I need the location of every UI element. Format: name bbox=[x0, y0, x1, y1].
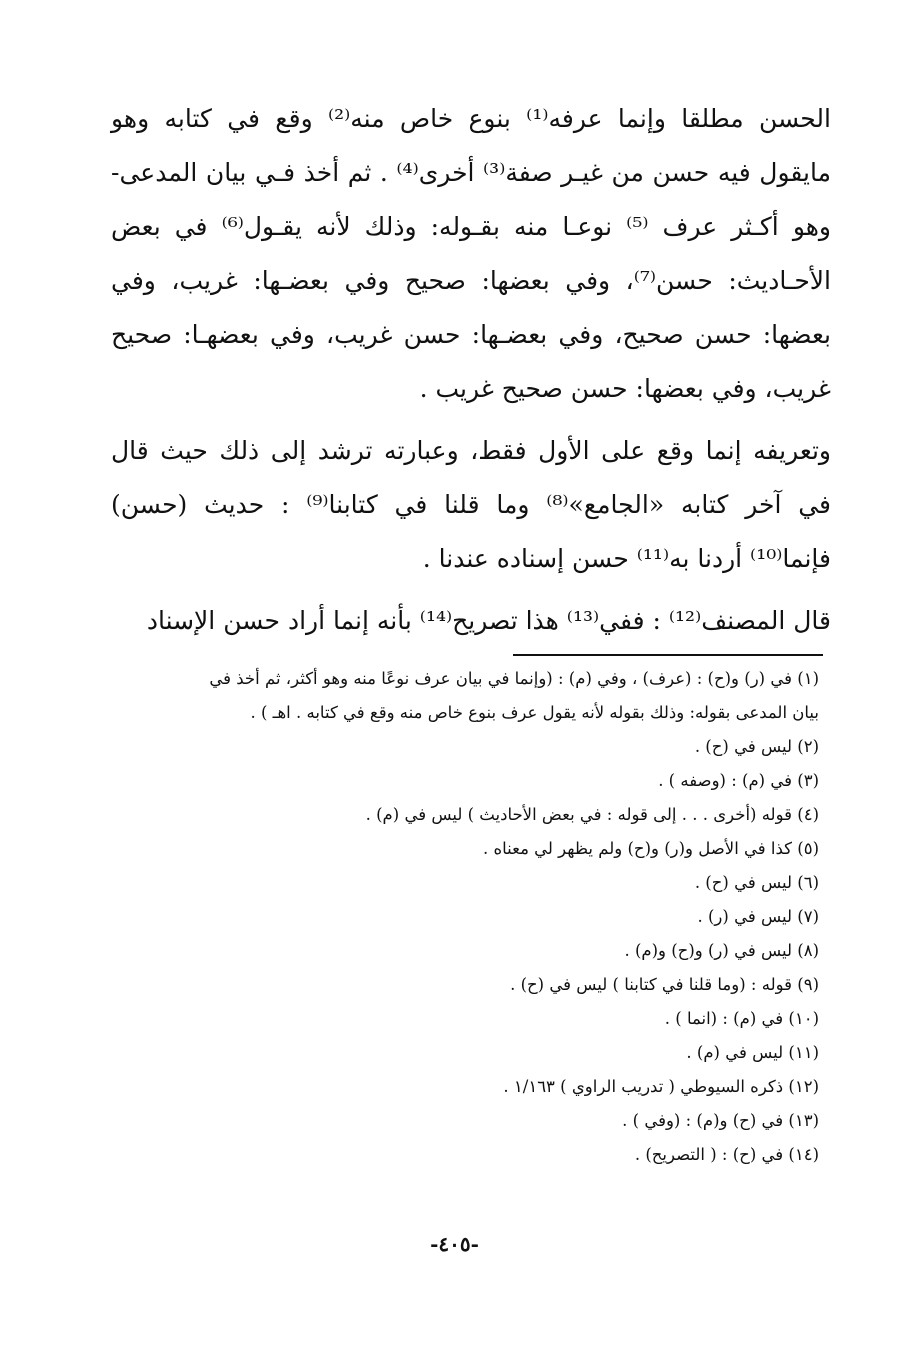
footnote-3: (٣) في (م) : (وصفه ) . bbox=[658, 771, 819, 790]
footnote-8: (٨) ليس في (ر) و(ح) و(م) . bbox=[624, 941, 819, 960]
footnote-2: (٢) ليس في (ح) . bbox=[694, 737, 819, 756]
footnote-5: (٥) كذا في الأصل و(ر) و(ح) ولم يظهر لي معناه . bbox=[482, 839, 819, 858]
paragraph-2: وتعريفه إنما وقع على الأول فقط، وعبارته ترشد إلى ذلك حيث قال في آخر كتابه «الجامع»⁽⁸⁾ وما قلنا في كتابنا⁽⁹⁾ : حديث (حسن) فإنما⁽¹⁰⁾ أردنا به⁽¹¹⁾ حسن إسناده عندنا . bbox=[111, 436, 831, 573]
footnote-9: (٩) قوله : (وما قلنا في كتابنا ) ليس في (ح) . bbox=[510, 975, 819, 994]
footnote-12: (١٢) ذكره السيوطي ( تدريب الراوي ) ١/١٦٣ . bbox=[503, 1077, 819, 1096]
footnote-1-continuation: بيان المدعى بقوله: وذلك بقوله لأنه يقول عرف بنوع خاص منه وقع في كتابه . اهـ ) . bbox=[250, 703, 819, 722]
footnote-10: (١٠) في (م) : (انما ) . bbox=[664, 1009, 819, 1028]
page-number: -٤٠٥- bbox=[430, 1232, 479, 1256]
footnote-13: (١٣) في (ح) و(م) : (وفي ) . bbox=[622, 1111, 819, 1130]
footnote-divider bbox=[513, 654, 823, 656]
footnote-7: (٧) ليس في (ر) . bbox=[697, 907, 819, 926]
paragraph-1: الحسن مطلقا وإنما عرفه⁽¹⁾ بنوع خاص منه⁽²⁾ وقع في كتابه وهو مايقول فيه حسن من غيـر صفة⁽³⁾ أخرى⁽⁴⁾ . ثم أخذ فـي بيان المدعى- وهو أكـثر عرف ⁽⁵⁾ نوعـا منه بقـوله: وذلك لأنه يقـول⁽⁶⁾ في بعض الأحـاديث: حسن⁽⁷⁾، وفي بعضها: صحيح وفي بعضـها: غريب، وفي بعضها: حسن صحيح، وفي بعضـها: حسن غريب، وفي بعضهـا: صحيح غريب، وفي بعضها: حسن صحيح غريب . bbox=[111, 104, 831, 403]
footnote-14: (١٤) في (ح) : ( التصريح) . bbox=[634, 1145, 819, 1164]
footnotes bbox=[109, 662, 819, 1172]
footnote-4: (٤) قوله (أخرى . . . إلى قوله : في بعض الأحاديث ) ليس في (م) . bbox=[365, 805, 819, 824]
footnote-11: (١١) ليس في (م) . bbox=[686, 1043, 819, 1062]
footnote-1: (١) في (ر) و(ح) : (عرف) ، وفي (م) : (وإنما في بيان عرف نوعًا منه وهو أكثر، ثم أخذ في bbox=[209, 669, 819, 688]
main-text bbox=[111, 92, 831, 648]
paragraph-3: قال المصنف⁽¹²⁾ : ففي⁽¹³⁾ هذا تصريح⁽¹⁴⁾ بأنه إنما أراد حسن الإسناد bbox=[146, 606, 831, 635]
footnote-6: (٦) ليس في (ح) . bbox=[694, 873, 819, 892]
